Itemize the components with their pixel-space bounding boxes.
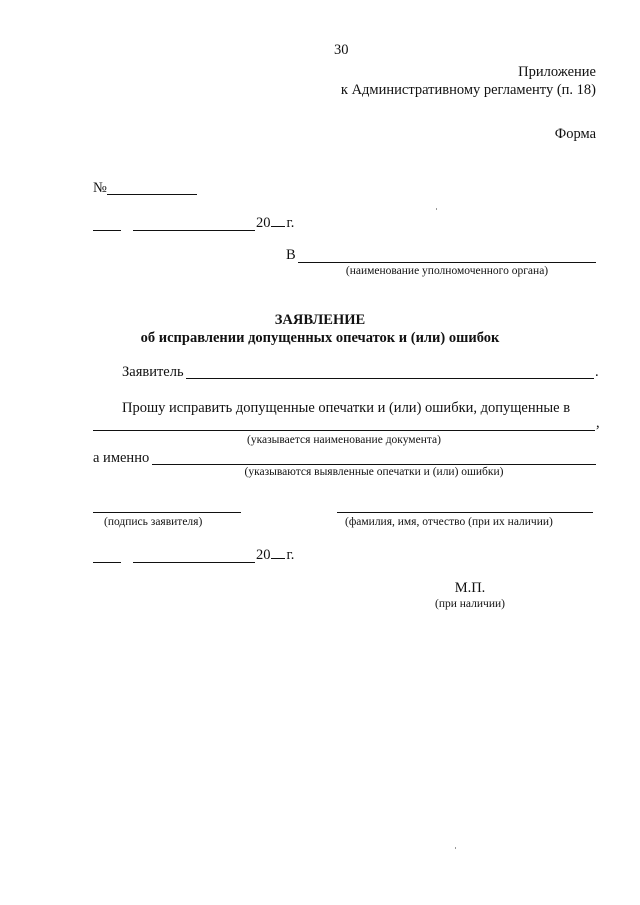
number-label: №: [93, 180, 107, 196]
signature-caption: (подпись заявителя): [104, 516, 203, 528]
recipient-line: [298, 262, 596, 263]
date2-day-line: [93, 562, 121, 563]
scan-speck: [455, 847, 456, 849]
signature-line: [93, 512, 241, 513]
request-text: Прошу исправить допущенные опечатки и (или) ошибки, допущенные в: [122, 400, 571, 416]
form-label: Форма: [554, 126, 596, 142]
recipient-caption: (наименование уполномоченного органа): [345, 265, 549, 277]
to-label: В: [286, 247, 296, 263]
applicant-end: .: [595, 364, 599, 380]
fio-line: [337, 512, 593, 513]
stamp-caption: (при наличии): [435, 598, 505, 610]
appendix-reference: к Административному регламенту (п. 18): [340, 82, 596, 98]
document-title: ЗАЯВЛЕНИЕ: [274, 312, 366, 328]
date-year-suffix: г.: [286, 215, 295, 231]
date2-year-prefix: 20: [256, 547, 271, 563]
request-end: ,: [596, 415, 600, 431]
date2-year-suffix: г.: [286, 547, 295, 563]
document-subtitle: об исправлении допущенных опечаток и (или) ошибок: [140, 330, 500, 346]
date-year: [256, 214, 294, 232]
document-caption: (указывается наименование документа): [247, 434, 441, 446]
date2-year-blank: [271, 546, 285, 559]
applicant-line: [186, 378, 594, 379]
date2-month-line: [133, 562, 255, 563]
errors-line: [152, 464, 596, 465]
date2-year: [256, 546, 294, 564]
errors-caption: (указываются выявленные опечатки и (или) ошибки): [244, 466, 504, 478]
number-field-line: [107, 194, 197, 195]
page-number: 30: [334, 42, 349, 58]
date-month-line: [133, 230, 255, 231]
document-line: [93, 430, 595, 431]
applicant-label: Заявитель: [122, 364, 184, 380]
namely-label: а именно: [93, 450, 150, 466]
date-day-line: [93, 230, 121, 231]
fio-caption: (фамилия, имя, отчество (при их наличии): [345, 516, 553, 528]
date-year-blank: [271, 214, 285, 227]
date-year-prefix: 20: [256, 215, 271, 231]
scan-speck: [436, 208, 437, 210]
stamp-label: М.П.: [454, 580, 486, 596]
appendix-title: Приложение: [518, 64, 596, 80]
